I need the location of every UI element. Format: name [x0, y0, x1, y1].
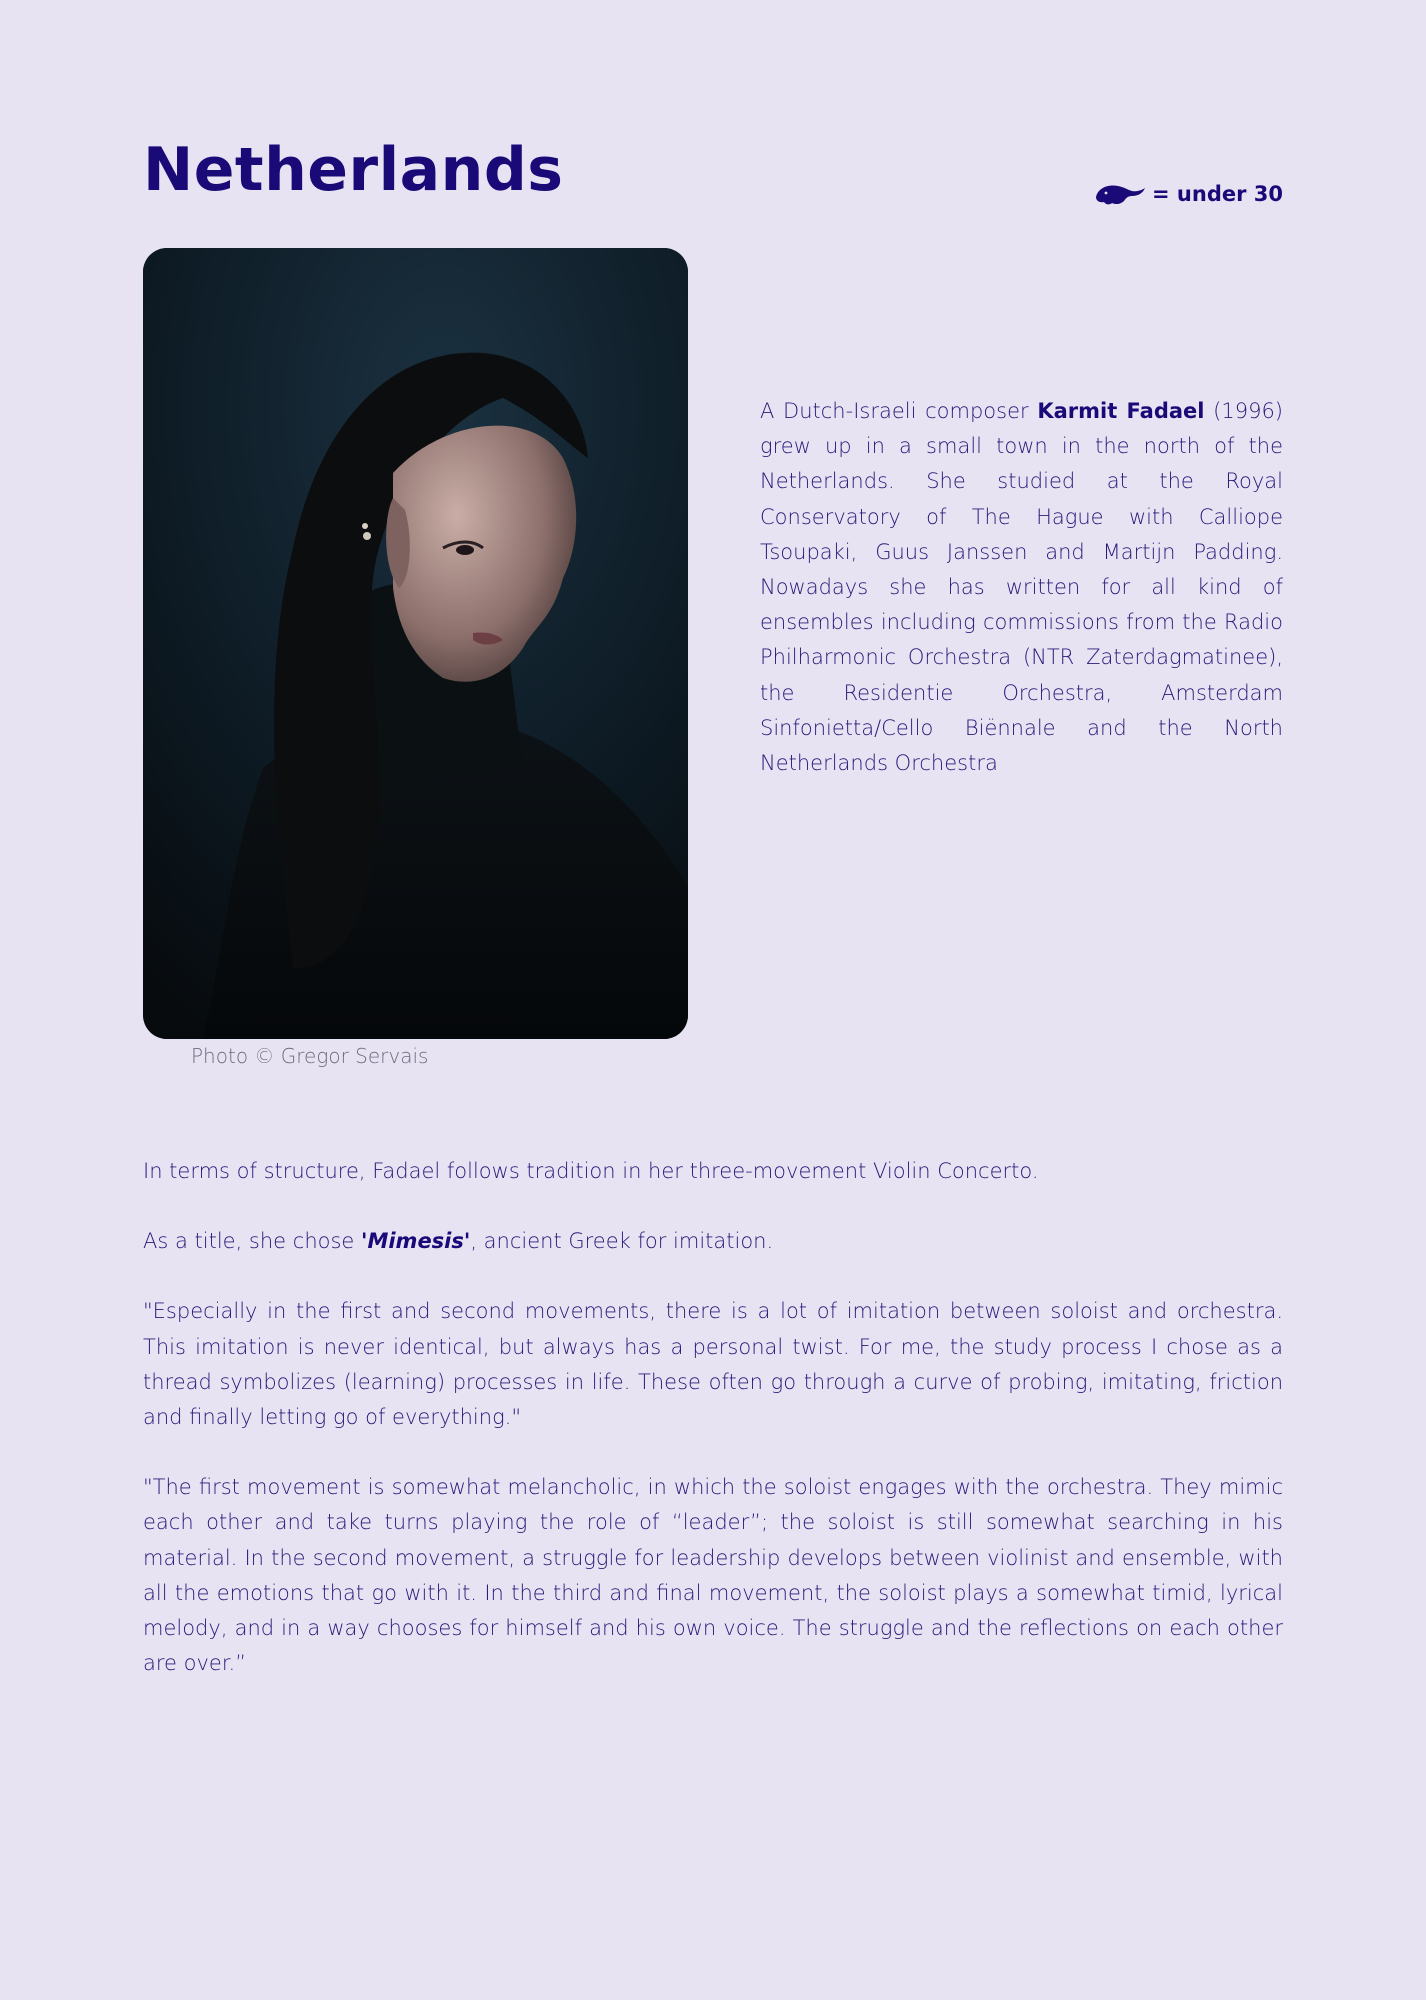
photo-credit: Photo © Gregor Servais	[191, 1044, 429, 1068]
page-title: Netherlands	[143, 135, 564, 205]
quote-movements: "The first movement is somewhat melancholic, in which the soloist engages with the orchestra. They mimic each other and take turns playing the role of “leader”; the soloist is still somewhat searching in his material. In the second movement, a struggle for leadership develops between violinist and ensemble, with all the emotions that go with it. In the third and final movement, the soloist plays a somewhat timid, lyrical melody, and in a way chooses for himself and his own voice. The struggle and the reflections on each other are over.”	[143, 1475, 1283, 1676]
paragraph-title-before: As a title, she chose	[143, 1229, 362, 1254]
sea-creature-icon	[1094, 182, 1146, 206]
composer-bio	[760, 394, 1283, 781]
article-body	[143, 1154, 1283, 1716]
composer-portrait	[143, 248, 688, 1039]
quote-imitation: "Especially in the first and second movements, there is a lot of imitation between soloist and orchestra. This imitation is never identical, but always has a personal twist. For me, the study process I chose as a thread symbolizes (learning) processes in life. These often go through a curve of probing, imitating, friction and finally letting go of everything."	[143, 1299, 1283, 1430]
paragraph-structure: In terms of structure, Fadael follows tradition in her three-movement Violin Concerto.	[143, 1159, 1039, 1183]
paragraph-title	[143, 1224, 1283, 1259]
work-title: 'Mimesis'	[361, 1229, 471, 1254]
paragraph-title-after: , ancient Greek for imitation.	[470, 1229, 774, 1254]
legend-label: = under 30	[1152, 182, 1283, 206]
composer-name: Karmit Fadael	[1037, 399, 1205, 423]
bio-text: (1996) grew up in a small town in the north of the Netherlands. She studied at the Royal Conservatory of The Hague with Calliope Tsoupaki, Guus Janssen and Martijn Padding. Nowadays she has written for all kind of ensembles including commissions from the Radio Philharmonic Orchestra (NTR Zaterdagmatinee), the Residentie Orchestra, Amsterdam Sinfonietta/Cello Biënnale and the North Netherlands Orchestra	[760, 399, 1283, 776]
bio-intro: A Dutch-Israeli composer	[760, 399, 1038, 423]
age-legend	[1094, 182, 1283, 206]
